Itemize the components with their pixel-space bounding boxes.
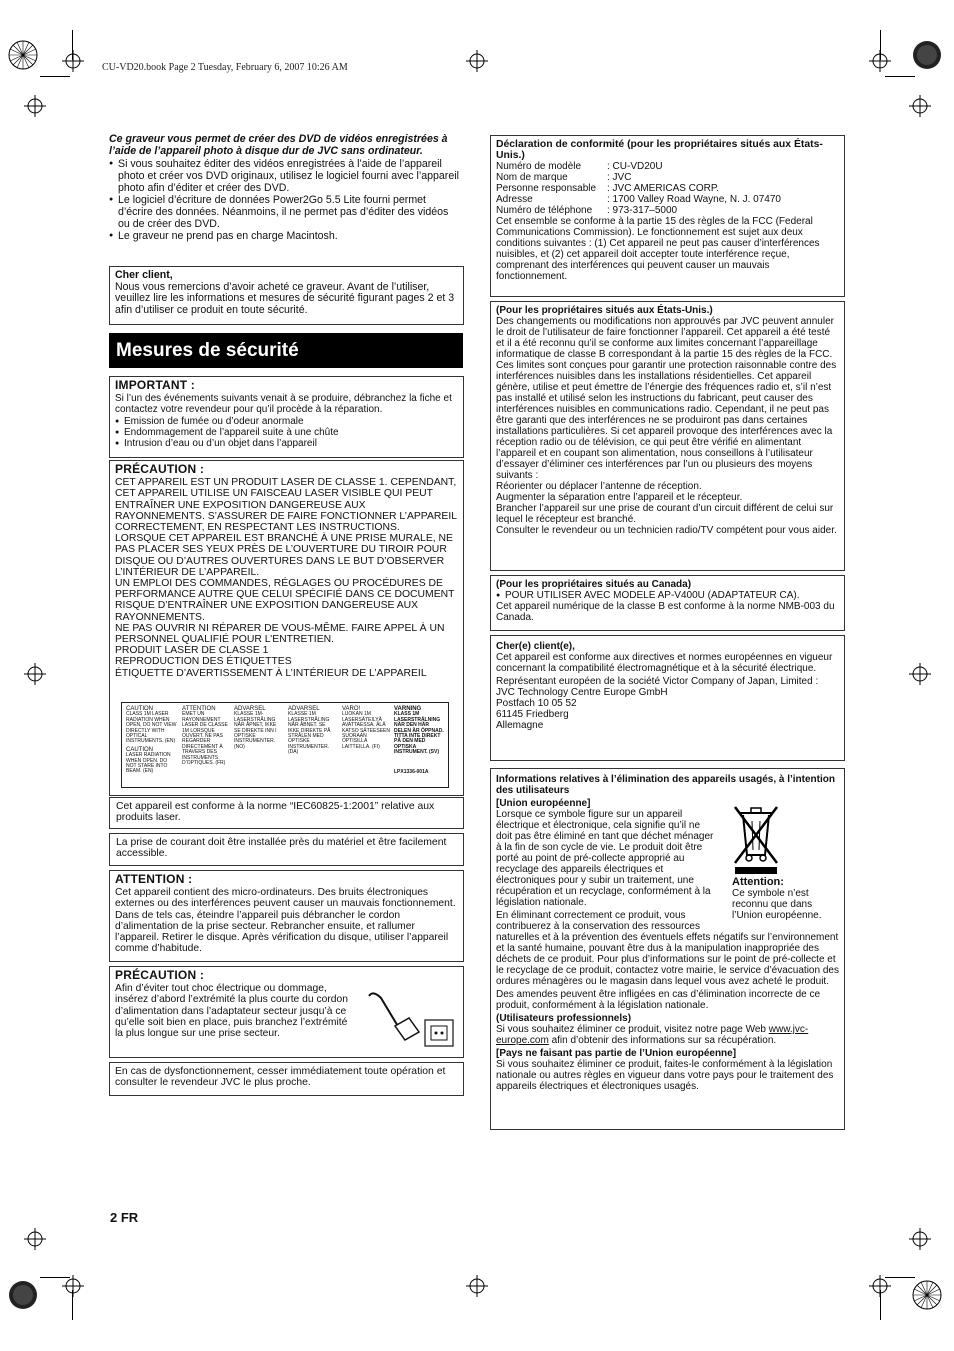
pro-text-a: Si vous souhaitez éliminer ce produit, visitez notre page Web (496, 1024, 766, 1035)
disposal-attention-text: Ce symbole n’est reconnu que dans l’Union européenne. (732, 888, 822, 921)
label-column (394, 707, 446, 775)
color-target-icon (912, 40, 942, 70)
label-text: CLASS 1M LASER RADIATION WHEN OPEN, DO NOT VIEW DIRECTLY WITH OPTICAL INSTRUMENTS. (EN) (126, 711, 177, 745)
registration-mark-icon (24, 1228, 46, 1250)
important-bullet: ● Endommagement de l’appareil suite à une chûte (115, 427, 458, 438)
crossed-bin-icon (732, 803, 780, 875)
label-code: LPX1336-001A (394, 768, 429, 775)
registration-mark-icon (62, 1275, 84, 1297)
intro-title: Ce graveur vous permet de créer des DVD de vidéos enregistrées à l’aide de l’appareil photo à disque dur de JVC sans ordinateur. (109, 133, 448, 157)
label-column (288, 707, 338, 756)
label-text: KLASSE 1M LASERSTRÅLING NÅR ÅBNET. SE IKKE DIREKTE PÅ STRÅLEN MED OPTISKE INSTRUMENTER. (DA) (288, 711, 331, 756)
conformity-value: : JVC (607, 172, 632, 183)
europe-line: JVC Technology Centre Europe GmbH (496, 687, 668, 698)
label-heading: VARNING (394, 706, 422, 712)
label-text: ÉMET UN RAYONNEMENT LASER DE CLASSE 1M LORSQUE OUVERT. NE PAS REGARDER DIRECTEMENT À TRAVERS DES INSTRUMENTS D’OPTIQUES. (FR) (182, 711, 228, 767)
color-target-icon (912, 1280, 942, 1310)
us-owners-text: Des changements ou modifications non approuvés par JVC peuvent annuler le droit de l’utilisateur de faire fonctionner l’appareil. Cet appareil a été testé et il a été reconnu qu’il se conforme aux limites concernant l’appareillage informatique de classe B correspondant à la partie 15 des règles de la FCC. Ces limites sont conçues pour garantir une protection raisonnable contre des interférences nuisibles dans les installations résidentielles. Cet appareil génère, utilise et peut émettre de l’énergie des fréquences radio et, s’il n’est pas installé et utilisé selon les instructions du fabricant, peut causer des interférences nuisibles en communications radio. Cependant, il ne peut pas être garanti que des interférences ne se produiront pas dans certaines installations particulières. Si cet appareil provoque des interférences avec la réception radio ou de télévision, ce qui peut être vérifié en alimentant l’appareil et en coupant son alimentation, nous conseillons à l’utilisateur d’essayer d’éliminer ces interférences par l’un ou plusieurs des moyens suivants : (496, 316, 837, 481)
conformity-heading: Déclaration de conformité (pour les propriétaires situés aux États-Unis.) (496, 139, 823, 161)
important-heading: IMPORTANT : (115, 378, 195, 392)
europe-text: Cet appareil est conforme aux directives et normes européennes en vigueur concernant la compatibilité électromagnétique et à la sécurité électrique. (496, 652, 833, 674)
eu-text-3: Des amendes peuvent être infligées en cas d’élimination incorrecte de ce produit, conformément à la législation nationale. (496, 989, 821, 1011)
pro-text (496, 1024, 839, 1046)
crop-mark (885, 76, 915, 77)
crop-mark (40, 76, 70, 77)
attention-text: Cet appareil contient des micro-ordinateurs. Des bruits électroniques externes ou des interférences peuvent causer un mauvais fonctionnement. Dans de tels cas, éteindre l’appareil puis débrancher le cordon d’alimentation de la prise secteur. Rebrancher ensuite, et rallumer l’appareil. Retirer le disque. Après vérification du disque, utiliser l’appareil comme d’habitude. (115, 887, 456, 955)
label-column (182, 707, 230, 766)
intro-bullet: ● Si vous souhaitez éditer des vidéos enregistrées à l’aide de l’appareil photo et créer vos DVD originaux, utilisez le logiciel fourni avec l’appareil photo afin d’éditer et créer des DVD. (109, 158, 459, 194)
registration-mark-icon (24, 663, 46, 685)
label-column (126, 707, 178, 775)
intro-bullet: ● Le graveur ne prend pas en charge Macintosh. (109, 230, 459, 242)
label-heading: CAUTION (126, 746, 153, 753)
conformity-key: Adresse (496, 194, 533, 205)
eu-text-2b: naturelles et à la prévention des éventuels effets négatifs sur l’environnement et la santé humaine, pouvant être dus à la manipulation inappropriée des déchets de ce produit. Pour plus d’informations sur le point de pré-collecte et le recyclage de ce produit, contactez votre mairie, le service d’évacuation des ordures ménagères ou le magasin dans lequel vous avez acheté le produit. (496, 932, 839, 987)
us-owners-line: Réorienter ou déplacer l’antenne de réception. (496, 481, 702, 492)
dear-customer-box (109, 266, 464, 325)
eu-text-2a: En éliminant correctement ce produit, vous contribuerez à la conservation des ressources (496, 910, 700, 932)
non-eu-text: Si vous souhaitez éliminer ce produit, faites-le conformément à la législation nationale ou autres règles en vigueur dans votre pays pour le traitement des appareils électriques et électroniques usagés. (496, 1059, 834, 1092)
label-heading: ADVARSEL (288, 706, 320, 712)
important-bullet: ● Emission de fumée ou d’odeur anormale (115, 416, 458, 427)
jvc-europe-link[interactable]: www.jvc-europe.com (496, 1024, 809, 1046)
power-plug-icon (365, 988, 457, 1050)
attention-heading: ATTENTION : (115, 872, 193, 886)
registration-mark-icon (869, 50, 891, 72)
precaution-line: REPRODUCTION DES ÉTIQUETTES (115, 656, 292, 668)
registration-mark-icon (909, 95, 931, 117)
eu-heading: [Union européenne] (496, 798, 591, 809)
conformity-key: Nom de marque (496, 172, 568, 183)
precaution-line: ÉTIQUETTE D’AVERTISSEMENT À L’INTÉRIEUR DE L’APPAREIL (115, 667, 427, 679)
precaution-line: PRODUIT LASER DE CLASSE 1 (115, 645, 269, 657)
important-text: Si l’un des événements suivants venait à se produire, débranchez la fiche et contactez votre revendeur pour qu’il procède à la réparation. (115, 393, 452, 416)
dear-customer-heading: Cher client, (115, 269, 173, 281)
section-title: Mesures de sécurité (109, 333, 463, 368)
important-box (109, 376, 464, 458)
conformity-text: Cet ensemble se conforme à la partie 15 des règles de la FCC (Federal Communications Commission). Le fonctionnement est sujet aux deux conditions suivantes : (1) Cet appareil ne peut pas causer d’interférences nuisibles, et (2) cet appareil doit accepter toute interférence reçue, comprenant des interférences qui peuvent causer un mauvais fonctionnement. (496, 216, 820, 282)
non-eu-heading: [Pays ne faisant pas partie de l’Union européenne] (496, 1048, 737, 1059)
precaution-plug-heading: PRÉCAUTION : (115, 968, 205, 982)
conformity-row (496, 161, 839, 172)
label-text: KLASS 1M LASERSTRÅLNING NÄR DEN HÄR DELEN ÄR ÖPPNAD. TITTA INTE DIREKT PÅ DEN MED OPTISKA INSTRUMENT. (SV) (394, 711, 444, 756)
disposal-attention (732, 877, 840, 921)
precaution-heading: PRÉCAUTION : (115, 462, 205, 476)
intro-bullet: ● Le logiciel d’écriture de données Power2Go 5.5 Lite fourni permet d’écrire des données. Néanmoins, il ne permet pas d’éditer des vidéos ou de créer des DVD. (109, 194, 459, 230)
conformity-value: : CU-VD20U (607, 161, 663, 172)
important-bullet: ● Intrusion d’eau ou d’un objet dans l’appareil (115, 438, 458, 449)
conformity-value: : 1700 Valley Road Wayne, N. J. 07470 (607, 194, 781, 205)
conformity-key: Numéro de téléphone (496, 205, 593, 216)
canada-box (490, 575, 845, 631)
precaution-line: UN EMPLOI DES COMMANDES, RÉGLAGES OU PROCÉDURES DE PERFORMANCE AUTRE QUE CELUI SPÉCIFIÉ DANS CE DOCUMENT RISQUE D’ENTRAÎNER UNE EXPOSITION DANGEREUSE AUX RAYONNEMENTS. (115, 578, 455, 623)
pro-heading: (Utilisateurs professionnels) (496, 1013, 632, 1024)
conformity-row (496, 183, 839, 194)
precaution-line: NE PAS OUVRIR NI RÉPARER DE VOUS-MÊME. FAIRE APPEL À UN PERSONNEL QUALIFIÉ POUR L’ENTRETIEN. (115, 622, 445, 646)
label-heading: ADVARSEL (234, 706, 266, 712)
precaution-line: CET APPAREIL EST UN PRODUIT LASER DE CLASSE 1. CEPENDANT, CET APPAREIL UTILISE UN FAISCEAU LASER VISIBLE QUI PEUT ENTRAÎNER UNE EXPOSITION DANGEREUSE AUX RAYONNEMENTS. S’ASSURER DE FAIRE FONCTIONNER L’APPAREIL CORRECTEMENT, EN RESPECTANT LES INSTRUCTIONS. (115, 477, 457, 534)
disposal-heading: Informations relatives à l’élimination des appareils usagés, à l’intention des utilisateurs (496, 774, 835, 796)
canada-text: Cet appareil numérique de la classe B est conforme à la norme NMB-003 du Canada. (496, 601, 835, 623)
disposal-attention-heading: Attention: (732, 876, 784, 888)
eu-text: Lorsque ce symbole figure sur un appareil électrique et électronique, cela signifie qu’il ne doit pas être éliminé en tant que déchet ménager à la fin de son cycle de vie. Le produit doit être porté au point de pré-collecte approprié au recyclage des appareils électriques et électroniques pour y subir un traitement, une récupération et un recyclage, conformément à la législation nationale. (496, 809, 714, 908)
dear-customer-text: Nous vous remercions d’avoir acheté ce graveur. Avant de l’utiliser, veuillez lire les informations et mesures de sécurité figurant pages 2 et 3 afin d’utiliser ce produit en toute sécurité. (115, 280, 455, 316)
canada-bullet: ● POUR UTILISER AVEC MODELE AP-V400U (ADAPTATEUR CA). (496, 590, 839, 601)
europe-line: Postfach 10 05 52 (496, 698, 577, 709)
malfunction-box: En cas de dysfonctionnement, cesser immédiatement toute opération et consulter le revendeur JVC le plus proche. (109, 1062, 464, 1096)
us-owners-line: Consulter le revendeur ou un technicien radio/TV compétent pour vous aider. (496, 525, 837, 536)
color-target-icon (8, 40, 38, 70)
page-number: 2 FR (110, 1210, 139, 1225)
us-owners-box (490, 301, 845, 571)
book-header: CU-VD20.book Page 2 Tuesday, February 6, 2007 10:26 AM (102, 62, 348, 73)
registration-mark-icon (466, 50, 488, 72)
label-column (342, 707, 390, 750)
conformity-row (496, 205, 839, 216)
disposal-box (490, 768, 845, 1130)
conformity-box (490, 135, 845, 297)
label-text: LASER RADIATION WHEN OPEN. DO NOT STARE INTO BEAM. (EN) (126, 752, 171, 775)
registration-mark-icon (466, 1275, 488, 1297)
conformity-value: : 973-317–5000 (607, 205, 678, 216)
canada-heading: (Pour les propriétaires situés au Canada) (496, 579, 692, 590)
europe-box (490, 635, 845, 761)
europe-heading: Cher(e) client(e), (496, 641, 575, 652)
europe-line: 61145 Friedberg (496, 709, 569, 720)
us-owners-line: Augmenter la séparation entre l’appareil et le récepteur. (496, 492, 743, 503)
europe-line: Allemagne (496, 720, 544, 731)
conformity-key: Numéro de modèle (496, 161, 582, 172)
precaution-plug-text: Afin d’éviter tout choc électrique ou dommage, insérez d’abord l’extrémité la plus courte du cordon d’alimentation dans l’adaptateur secteur jusqu’à ce qu’elle soit bien en place, puis branchez l’extrémité la plus longue sur une prise secteur. (115, 983, 348, 1040)
us-owners-heading: (Pour les propriétaires situés aux États-Unis.) (496, 305, 713, 316)
conformity-value: : JVC AMERICAS CORP. (607, 183, 720, 194)
conformity-row (496, 194, 839, 205)
outlet-box: La prise de courant doit être installée près du matériel et être facilement accessible. (109, 833, 464, 866)
us-owners-line: Brancher l’appareil sur une prise de courant d’un circuit différent de celui sur lequel le récepteur est branché. (496, 503, 834, 525)
attention-box (109, 870, 464, 962)
color-target-icon (8, 1280, 38, 1310)
precaution-line: LORSQUE CET APPAREIL EST BRANCHÉ À UNE PRISE MURALE, NE PAS PLACER SES YEUX PRÈS DE L’OUVERTURE DU TIROIR POUR DISQUE OU D’AUTRES OUVERTURES DANS LE BUT D’OBSERVER L’INTÉRIEUR DE L’APPAREIL. (115, 533, 453, 578)
registration-mark-icon (909, 1228, 931, 1250)
label-text: KLASSE 1M-LASERSTRÅLING NÅR ÅPNET, IKKE SE DIREKTE INN I OPTISKE INSTRUMENTER. (NO) (234, 711, 277, 750)
iec-box: Cet appareil est conforme à la norme “IEC60825-1:2001” relative aux produits laser. (109, 797, 464, 829)
registration-mark-icon (24, 95, 46, 117)
registration-mark-icon (62, 50, 84, 72)
registration-mark-icon (869, 1275, 891, 1297)
europe-line: Représentant européen de la société Victor Company of Japan, Limited : (496, 676, 819, 687)
conformity-row (496, 172, 839, 183)
laser-warning-label (121, 702, 449, 788)
label-heading: CAUTION (126, 706, 153, 712)
registration-mark-icon (909, 663, 931, 685)
label-text: LUOKAN 1M LASERSÄTEILYÄ AVATTAESSA. ÄLÄ KATSO SÄTEESEEN SUORAAN OPTISILLA LAITTEILLA. (FI) (342, 711, 390, 750)
label-heading: ATTENTION (182, 706, 216, 712)
label-column (234, 707, 284, 750)
conformity-key: Personne responsable (496, 183, 597, 194)
label-heading: VARO! (342, 706, 361, 712)
pro-text-b: afin d’obtenir des informations sur sa récupération. (551, 1035, 777, 1046)
intro-section (109, 133, 459, 242)
